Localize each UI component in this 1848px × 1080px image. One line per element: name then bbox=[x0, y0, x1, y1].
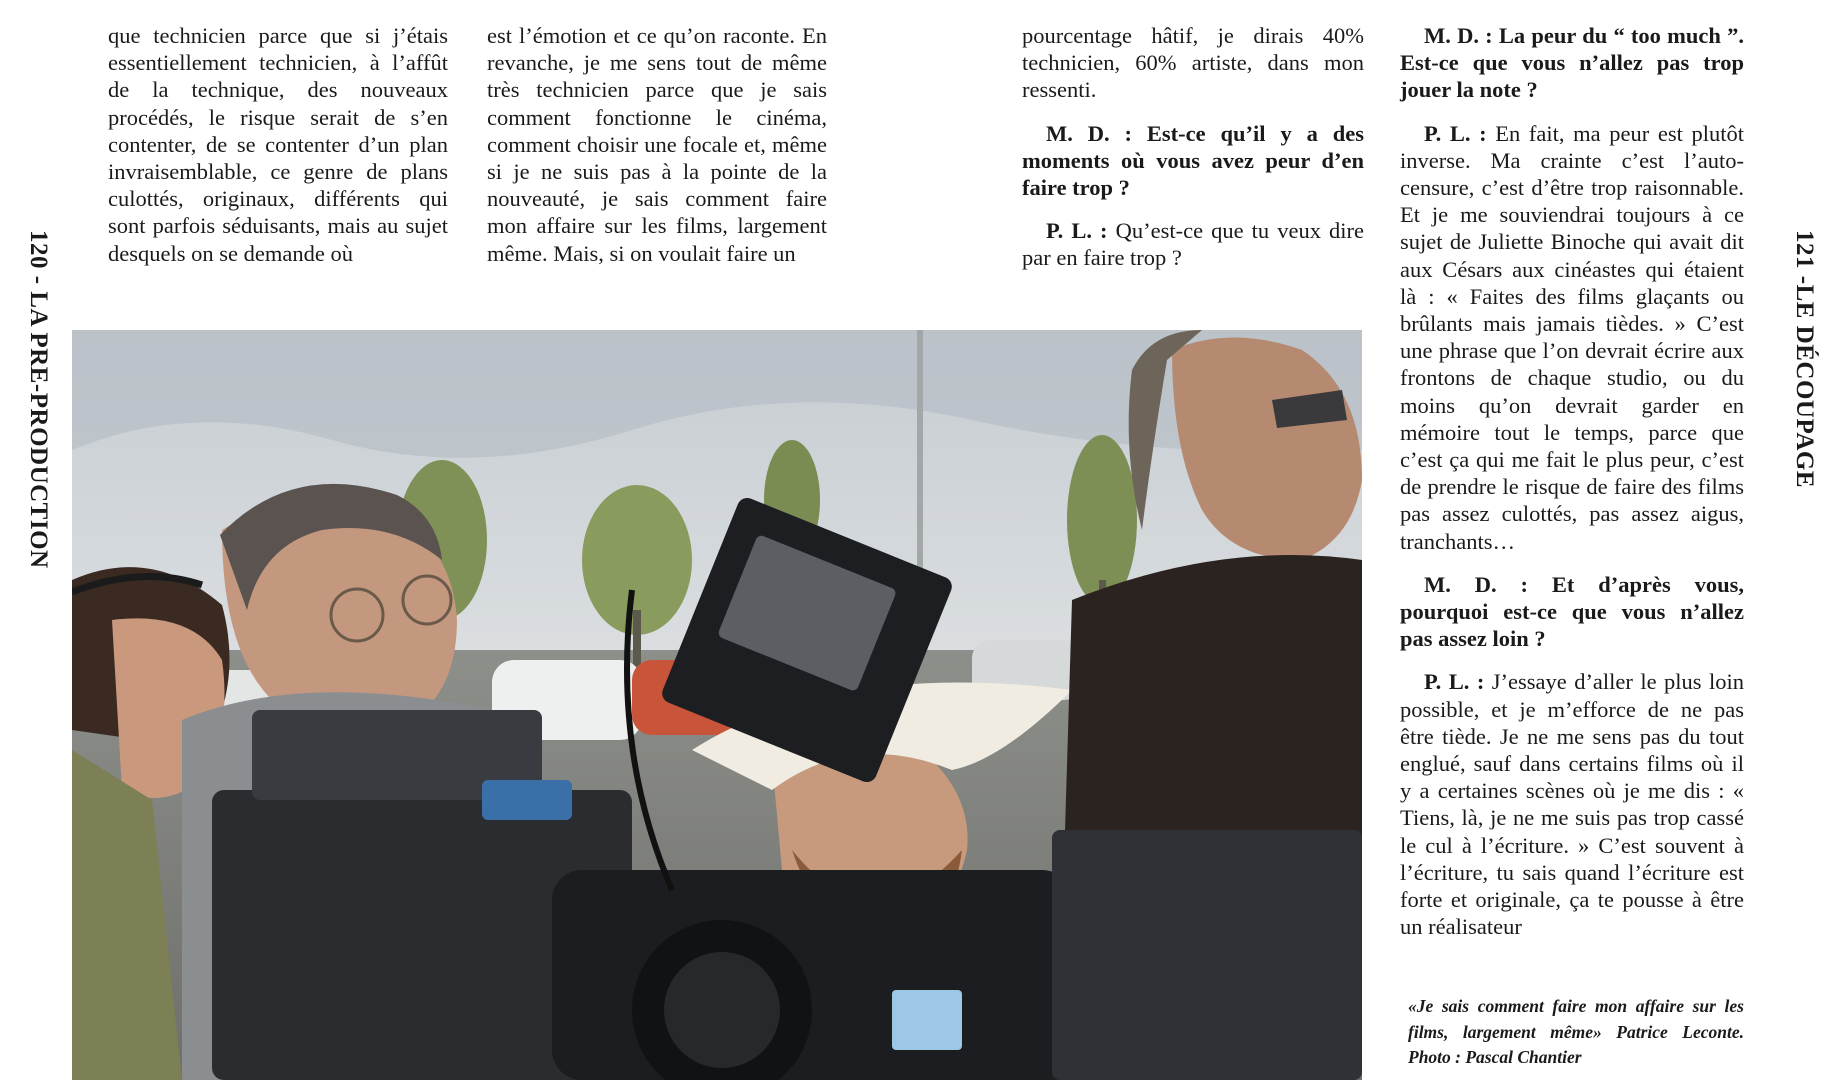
answer: P. L. : Qu’est-ce que tu veux dire par en faire trop ? bbox=[1022, 218, 1364, 271]
text-column-1 bbox=[108, 22, 448, 267]
paragraph: est l’émotion et ce qu’on raconte. En revanche, je me sens tout de même très technicien parce que je sais comment fonctionne le cinéma, comment choisir une focale et, même si je ne suis pas à la pointe de la nouveauté, je sais comment faire mon affaire sur les films, largement même. Mais, si on voulait faire un bbox=[487, 23, 827, 266]
photo-illustration bbox=[72, 330, 1362, 1080]
question: M. D. : Et d’après vous, pourquoi est-ce que vous n’allez pas assez loin ? bbox=[1400, 571, 1744, 652]
paragraph: pourcentage hâtif, je dirais 40% technicien, 60% artiste, dans mon ressenti. bbox=[1022, 23, 1364, 103]
text-column-4 bbox=[1400, 22, 1744, 941]
answer: P. L. : J’essaye d’aller le plus loin possible, et je m’efforce de ne pas être tiède. Je ne me sens pas du tout englué, sauf dans certains films où il y a certaines scènes où je me dis : « Tiens, là, je ne me suis pas trop cassé le cul à l’écriture. » C’est souvent à l’écriture, tu sais quand l’écriture est forte et originale, ça te pousse à être un réalisateur bbox=[1400, 669, 1744, 940]
question: M. D. : Est-ce qu’il y a des moments où vous avez peur d’en faire trop ? bbox=[1022, 120, 1364, 201]
film-set-photo bbox=[72, 330, 1362, 1080]
text-column-2 bbox=[487, 22, 827, 267]
photo-caption: «Je sais comment faire mon affaire sur les films, largement même» Patrice Leconte. Photo : Pascal Chantier bbox=[1408, 996, 1744, 1067]
running-head-right: 121 -LE DÉCOUPAGE bbox=[1791, 230, 1818, 489]
text-column-3 bbox=[1022, 22, 1364, 272]
question: M. D. : La peur du “ too much ”. Est-ce que vous n’allez pas trop jouer la note ? bbox=[1400, 23, 1744, 103]
answer: P. L. : En fait, ma peur est plutôt inverse. Ma crainte c’est l’auto-censure, c’est d’être trop raisonnable. Et je me souviendrai toujours à ce sujet de Juliette Binoche qui avait dit aux Césars aux cinéastes qui étaient là : « Faites des films glaçants ou brûlants mais jamais tièdes. » C’est une phrase que l’on devrait écrire aux frontons de chaque studio, ou du moins qu’on devrait garder en mémoire tout le temps, parce que c’est ça qui me fait le plus peur, c’est de prendre le risque de faire des films pas assez culottés, pas assez aigus, tranchants… bbox=[1400, 120, 1744, 554]
running-head-left: 120 - LA PRE-PRODUCTION bbox=[25, 230, 52, 569]
paragraph: que technicien parce que si j’étais essentiellement technicien, à l’affût de la technique, des nouveaux procédés, le risque serait de s’en contenter, de se contenter d’un plan invraisemblable, ce genre de plans culottés, originaux, différents qui sont parfois séduisants, mais au sujet desquels on se demande où bbox=[108, 23, 448, 266]
